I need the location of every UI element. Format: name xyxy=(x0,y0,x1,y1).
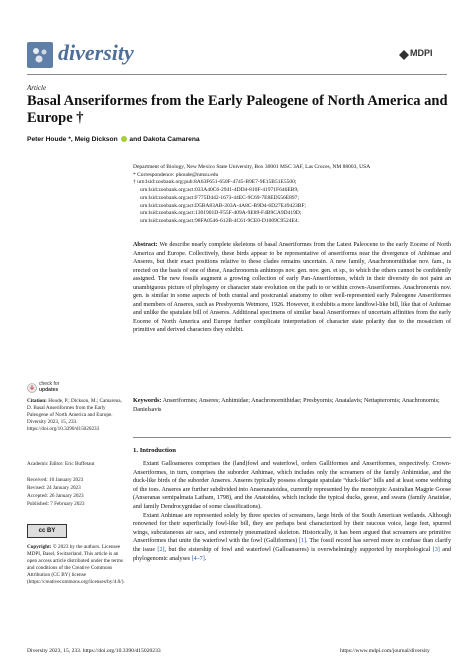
check-for-updates-icon[interactable] xyxy=(27,381,37,399)
abstract-divider xyxy=(133,437,451,438)
lsid-line[interactable]: urn:lsid:zoobank.org:act:1301901D-F55F-409A-9E89-F4B9CA9D419D; xyxy=(140,210,302,217)
journal-name: diversity xyxy=(58,40,134,65)
abstract-text: We describe nearly complete skeletons of basal Anseriformes from the Latest Paleocene to the early Eocene of North America and Europe. Collectively, these birds appear to be representative of anseriforms near the divergence of Anhimae and Anseres, but their exact positions relative to these clades remains uncertain. A new family, Anachronornithidae nov. fam., is erected on the basis of one of these, Anachronornis anhimops nov. gen. nov. gen. et sp., to which the others cannot be confidently assigned. The new fossils augment a growing collection of early Pan-Anseriformes, which in their diversity do not paint an unambiguous picture of phylogeny or character state evolution on the path to or within crown-Anseriformes. Anachronornis nov. gen. is similar in some aspects of both cranial and postcranial anatomy to other well-represented early Paleogene Anseriformes and members of Anseres, such as Presbyornis Wetmore, 1926. However, it exhibits a more landfowl-like bill, like that of Anhimae and unlike the spatulate bill of Anseres. Additional specimens of similar basal Anseriformes of uncertain affinities from the early Eocene of North America and Europe further complicate interpretation of character state polarity due to the mosaicism of primitive and derived characters they exhibit. xyxy=(133,242,451,334)
author-1[interactable]: Peter Houde *, xyxy=(27,136,73,143)
citation-label: Citation: xyxy=(27,398,47,404)
paragraph: Extant Galloanseres comprises the (land)fowl and waterfowl, orders Galliformes and Anseriformes, respectively. Crown-Anseriformes, in turn, comprises the suborder Anhimae, which includes only the screamers of the family Anhimidae, and the duck-like birds of the suborder Anseres. Anseres typically possess elongate spatulate “duck-like” bills and at least some webbing of the toes. Anseres are further subdivided into Anseranatoidea, currently represented by the monotypic Australian Magpie Goose (Anseranas semipalmata Latham, 1798), and the Anatoidea, which include the typical ducks, geese, and swans (family Anatidae, and family Dendrocygnidae of some classifications). xyxy=(133,461,451,510)
received-date: Received: 10 January 2023 xyxy=(27,477,84,483)
publisher-logo-icon xyxy=(399,47,409,65)
introduction-body xyxy=(133,460,451,563)
lsid-line[interactable]: urn:lsid:zoobank.org:act:98FA0546-612B-4C61-9CE0-D1009C9524E4. xyxy=(140,217,299,224)
accepted-date: Accepted: 26 January 2023 xyxy=(27,493,84,499)
journal-logo-icon xyxy=(27,42,53,68)
correspondence: * Correspondence: phoude@nmsu.edu xyxy=(133,171,219,178)
article-type: Article xyxy=(27,84,47,92)
section-heading: 1. Introduction xyxy=(133,447,176,454)
citation-link[interactable]: [4–7] xyxy=(191,555,205,562)
author-2[interactable]: Meig Dickson xyxy=(74,136,118,143)
lsid-line[interactable]: urn:lsid:zoobank.org:act:033A40C6-2941-4DD4-810F-41971F646EB9; xyxy=(140,187,299,194)
keywords-text: Anseriformes; Anseres; Anhimidae; Anachronornithidae; Presbyornis; Anatalavis; Nettapterornis; Anachronornis; Danielsavis xyxy=(133,398,440,413)
article-title: Basal Anseriformes from the Early Paleogene of North America and Europe † xyxy=(27,93,448,126)
abstract xyxy=(133,241,451,335)
keywords-label: Keywords: xyxy=(133,398,162,404)
citation-link[interactable]: [3] xyxy=(432,546,440,553)
footer-journal-link[interactable]: https://www.mdpi.com/journal/diversity xyxy=(340,648,430,654)
published-date: Published: 7 February 2023 xyxy=(27,501,85,507)
author-list xyxy=(27,136,200,143)
footer-citation[interactable]: Diversity 2023, 15, 233. https://doi.org/10.3390/d15020233 xyxy=(27,648,161,654)
cc-license-icon[interactable]: cc BY xyxy=(27,524,67,538)
check-for-updates-label[interactable]: check for updates xyxy=(39,381,60,393)
orcid-icon[interactable] xyxy=(121,136,127,142)
publisher-name: MDPI xyxy=(410,48,433,58)
copyright-label: Copyright: xyxy=(27,544,52,550)
paragraph: Extant Anhimae are represented solely by three species of screamers, large birds of the South American wetlands. Although renowned for their superficially fowl-like bill, they are perhaps best characterized by their raucous voice, large feet, spurred wings, subcutaneous air sacs, and extremely pneumatized skeleton. Historically, it has been argued that screamers are primitive Anseriformes that unite the waterfowl with the fowl (Galliformes) [1]. The fossil record has served more to confuse than clarify the issue [2], but the sistership of fowl and waterfowl (Galloanseres) is overwhelmingly supported by morphological [3] and phylogenomic analyses [4–7]. xyxy=(133,512,451,562)
citation-text: Houde, P.; Dickson, M.; Camarena, D. Basal Anseriformes from the Early Paleogene of North America and Europe. Diversity 2023, 15, 233. https://doi.org/10.3390/d15020233 xyxy=(27,398,122,433)
academic-editor: Academic Editor: Eric Buffetaut xyxy=(27,461,95,467)
copyright-block xyxy=(27,544,123,587)
keywords xyxy=(133,397,451,414)
citation-link[interactable]: [2] xyxy=(157,546,165,553)
lsid-line[interactable]: † urn:lsid:zoobank.org:pub:8A63F651-650F-4745-B9E7-9E15B51E5500; xyxy=(133,179,297,186)
lsid-line[interactable]: urn:lsid:zoobank.org:act:D5BA83AB-203A-4A8C-B9D4-6D27E49423BF; xyxy=(140,202,306,209)
affiliations xyxy=(133,164,453,226)
copyright-text: © 2023 by the authors. Licensee MDPI, Basel, Switzerland. This article is an open access article distributed under the terms and conditions of the Creative Commons Attribution (CC BY) license (https://creativecommons.org/licenses/by/4.0/). xyxy=(27,544,125,586)
citation-block xyxy=(27,398,123,433)
affiliation: Department of Biology, New Mexico State University, Box 30001 MSC 3AF, Las Cruces, NM 88003, USA xyxy=(133,164,371,170)
abstract-label: Abstract: xyxy=(133,242,158,248)
revised-date: Revised: 24 January 2023 xyxy=(27,485,81,491)
author-3[interactable]: and Dakota Camarena xyxy=(129,136,200,143)
citation-link[interactable]: [1] xyxy=(299,538,307,545)
header-divider xyxy=(27,74,447,75)
lsid-line[interactable]: urn:lsid:zoobank.org:act:F775D442-1673-44EC-9C69-7E8ED556E897; xyxy=(140,194,299,201)
